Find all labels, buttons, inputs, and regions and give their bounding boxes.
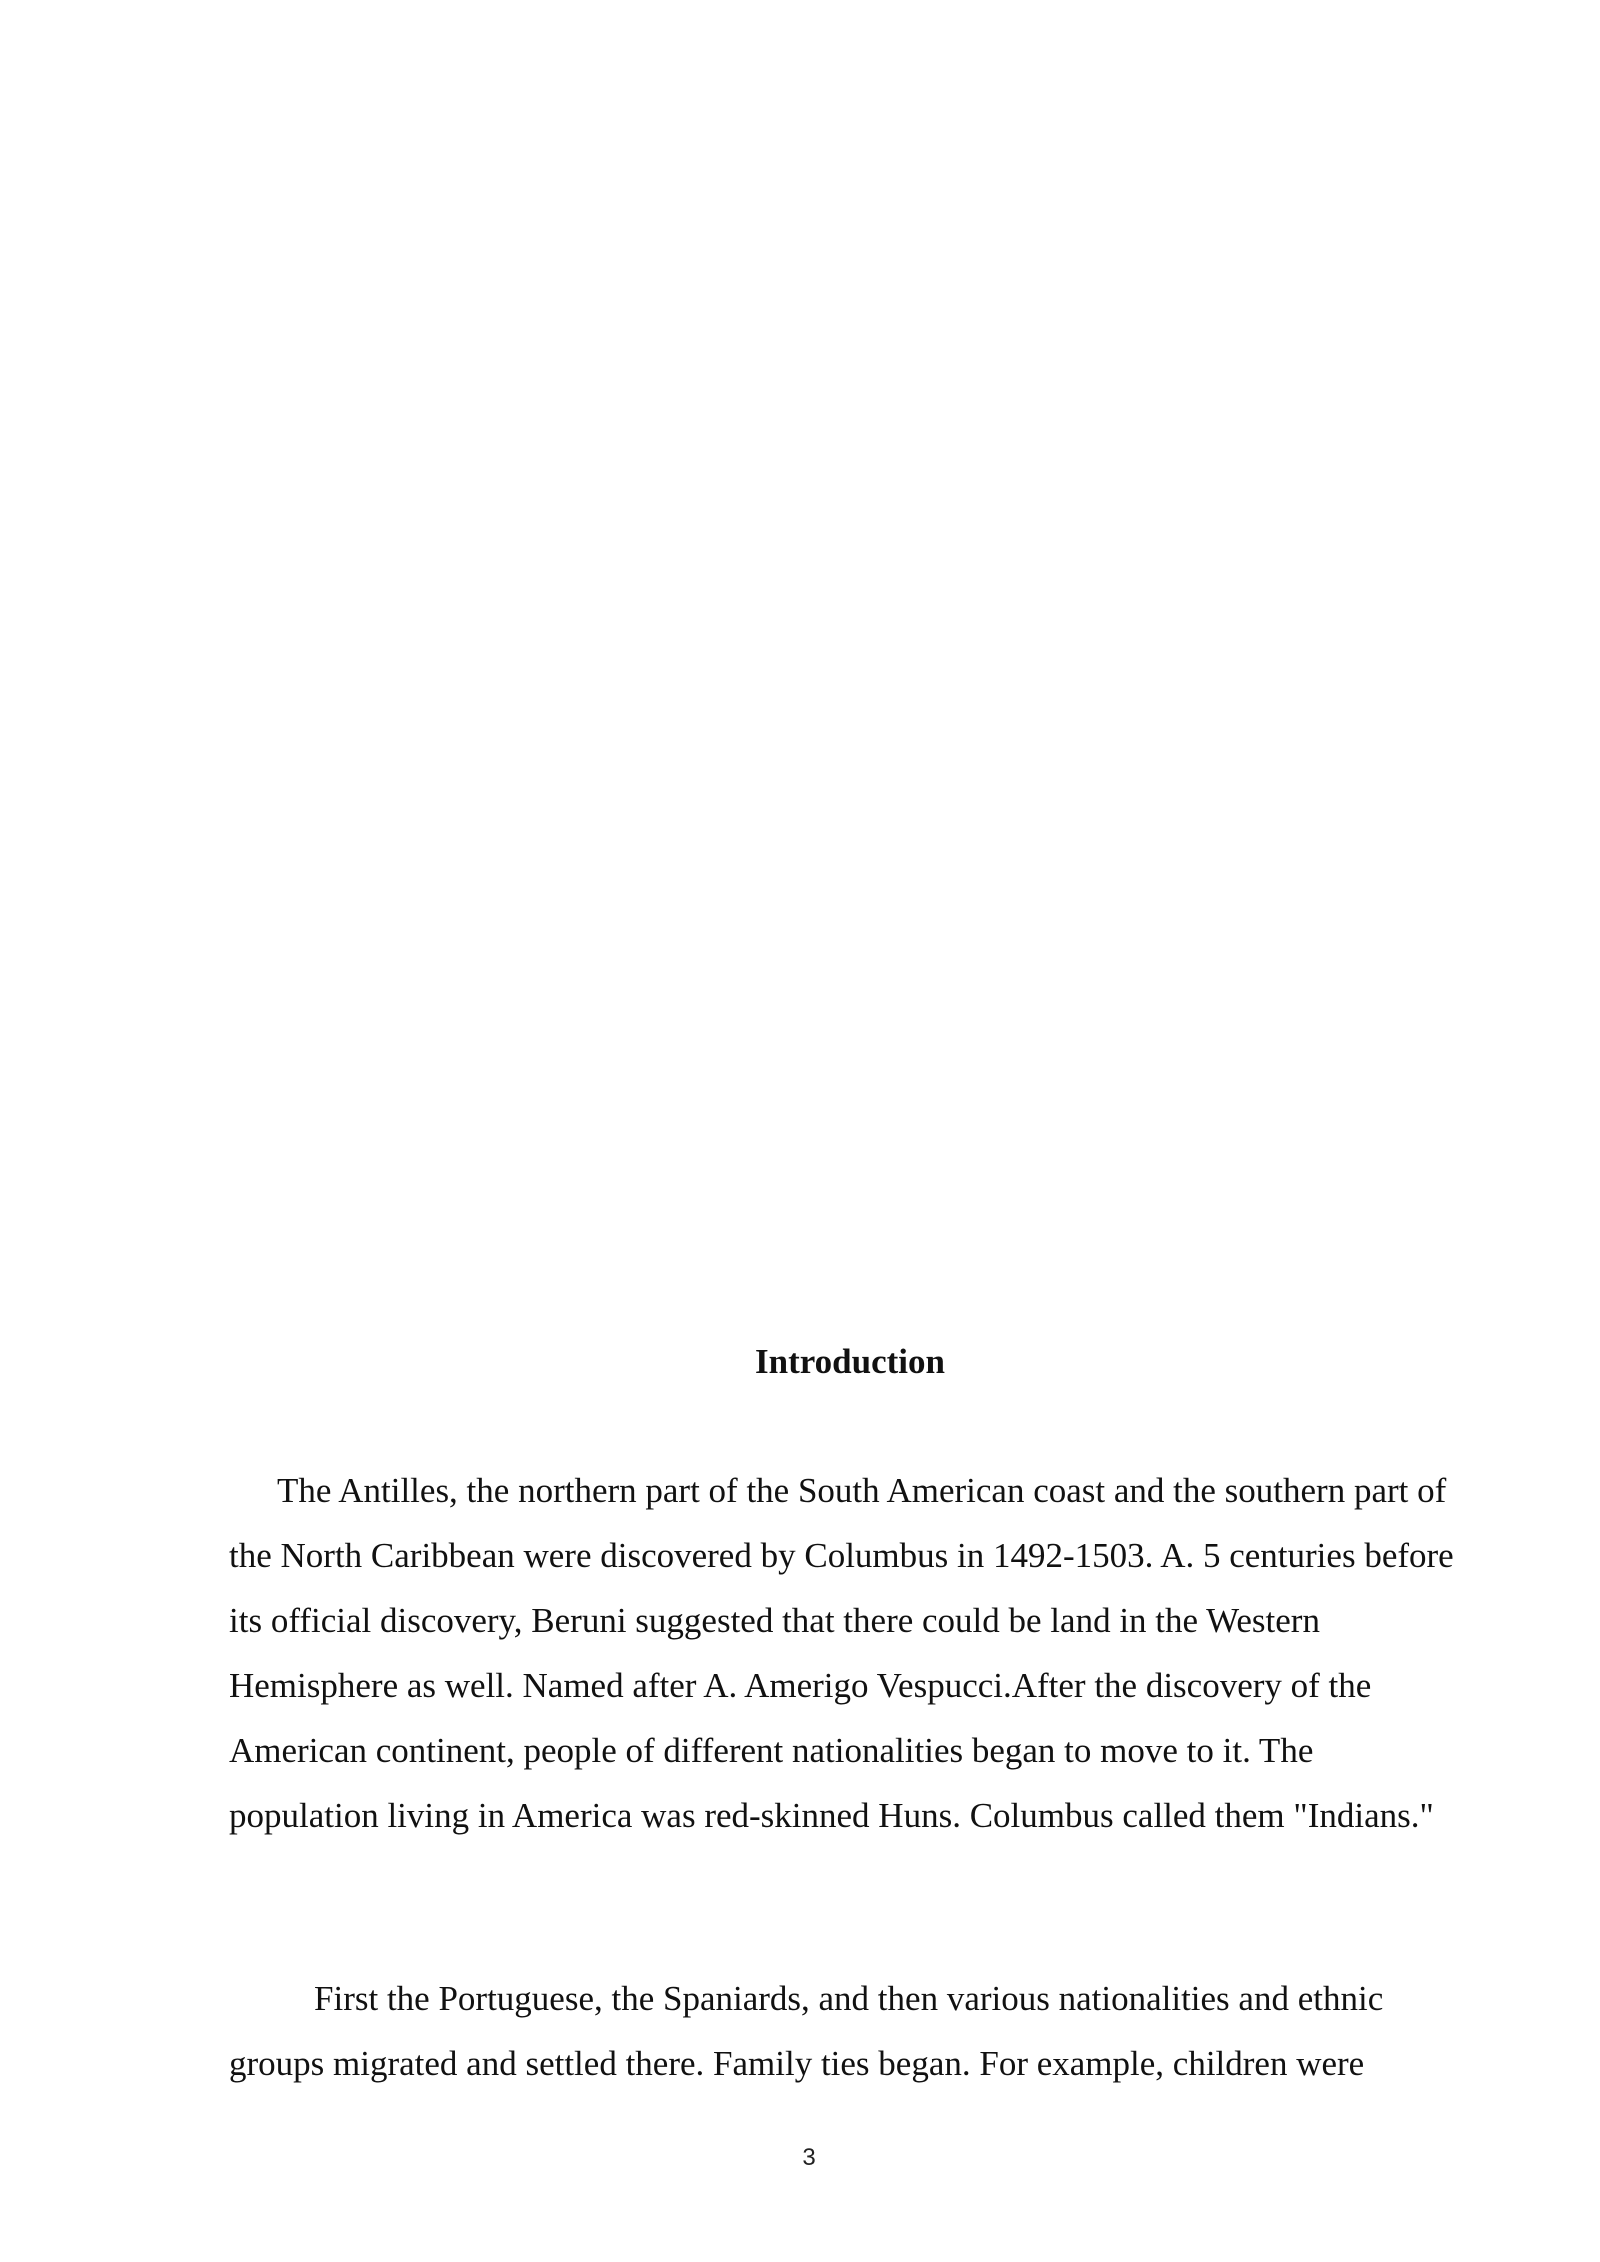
- page-number: 3: [802, 2144, 816, 2171]
- body-paragraph-1: The Antilles, the northern part of the South American coast and the southern part of the North Caribbean were discovered by Columbus in 1492-1503. A. 5 centuries before its official discovery, Beruni suggested that there could be land in the Western Hemisphere as well. Named after A. Amerigo Vespucci.After the discovery of the American continent, people of different nationalities began to move to it. The population living in America was red-skinned Huns. Columbus called them "Indians.": [229, 1471, 1454, 1835]
- section-heading: Introduction: [755, 1342, 945, 1381]
- body-paragraph-2: First the Portuguese, the Spaniards, and then various nationalities and ethnic groups migrated and settled there. Family ties began. For example, children were: [229, 1979, 1384, 2083]
